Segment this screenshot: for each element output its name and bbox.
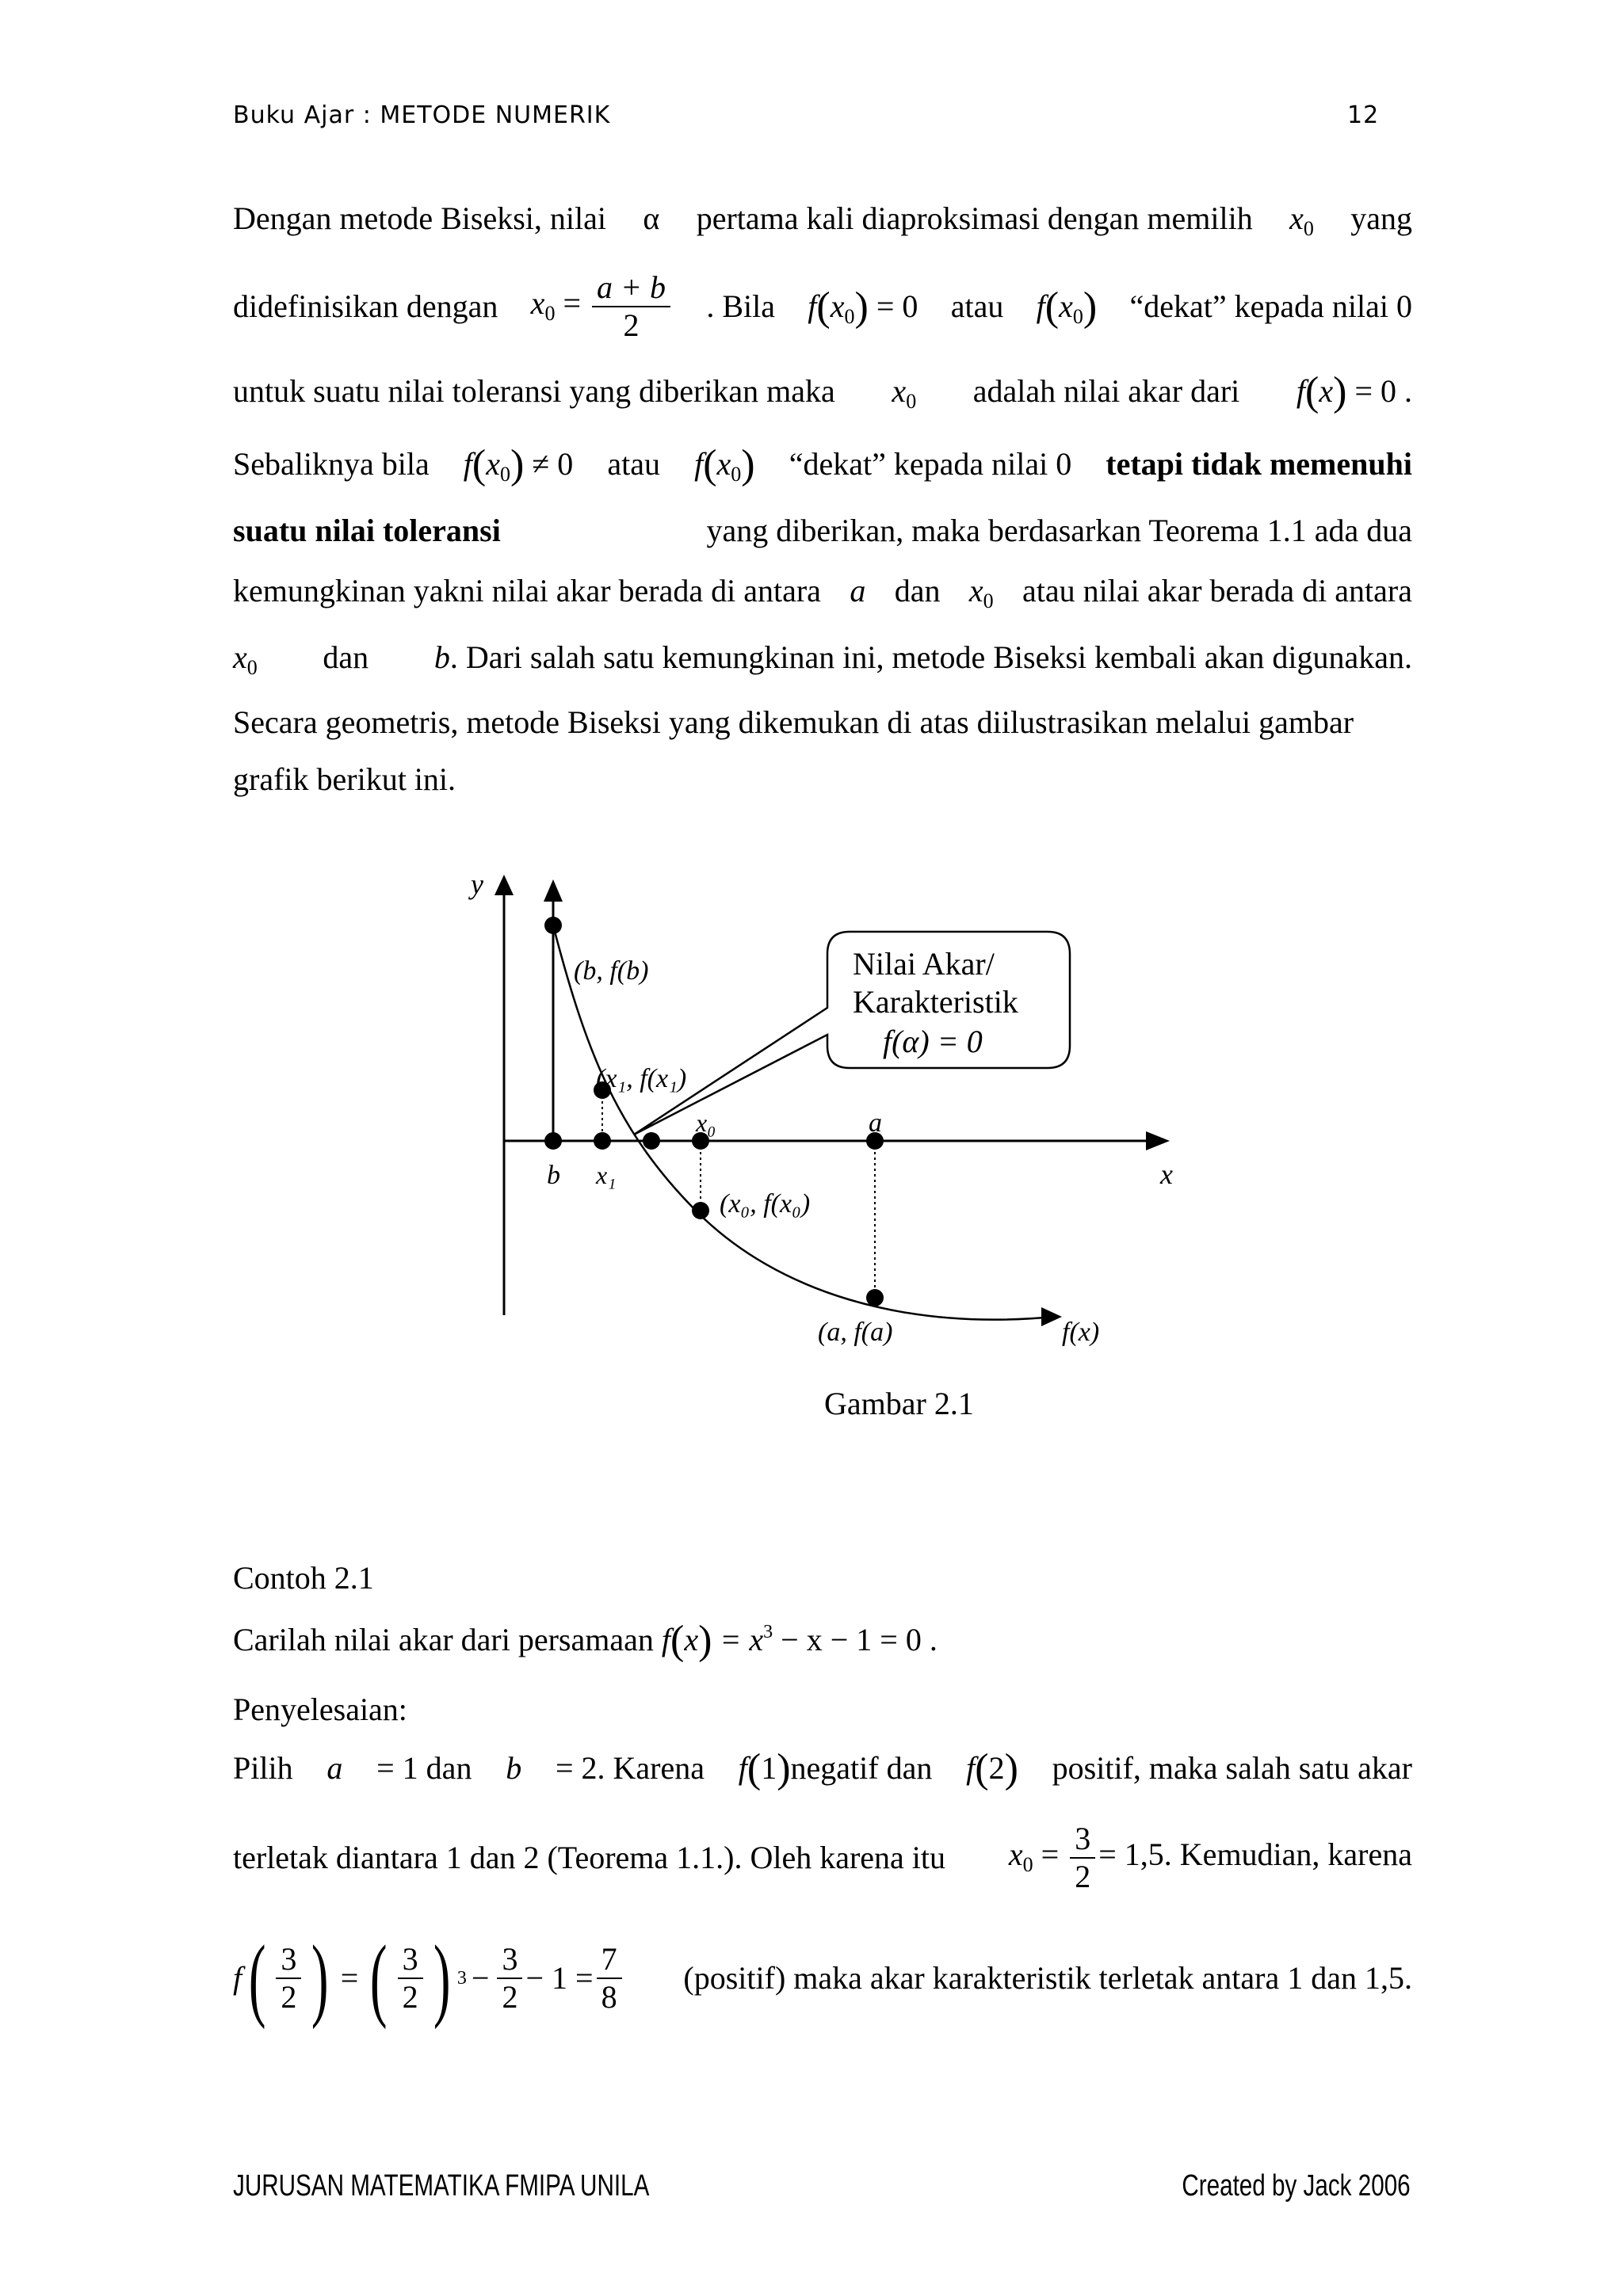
label-fx: f(x) <box>1062 1318 1100 1347</box>
point-b-fb <box>544 917 562 934</box>
label-a: a <box>869 1108 882 1138</box>
figure-caption: Gambar 2.1 <box>824 1386 974 1421</box>
page-number: 12 <box>1347 101 1380 129</box>
label-x0: x₀ <box>696 1108 716 1137</box>
para1-line6: kemungkinan yakni nilai akar berada di antara a dan $x_0$ atau nilai akar berada di antara <box>233 573 1412 612</box>
f-three-halves-equation: f ( $\frac{3}{2}$ ) = ( $\frac{3}{2}$ ) 3 − $\frac{3}{2}$ − 1 = $\frac{7}{8}$ <box>233 1939 625 2018</box>
point-x0-fx0 <box>692 1202 709 1219</box>
label-b: b <box>547 1161 560 1190</box>
y-axis-label: y <box>471 868 483 900</box>
para1-line2: didefinisikan dengan $x_0$ = $\frac{a + b}{2}$ . Bila $f(x_0) = 0$ atau $f(x_0)$ “dekat” kepada nilai 0 <box>233 269 1412 343</box>
callout-bubble <box>634 932 1070 1135</box>
callout-line1: Nilai Akar/ <box>853 946 995 982</box>
solution-label: Penyelesaian: <box>233 1691 407 1727</box>
point-x1-axis <box>594 1132 611 1150</box>
x-axis-label: x <box>1160 1158 1173 1190</box>
label-x1-fx1: (x₁, f(x₁) <box>596 1064 687 1093</box>
b-vertical-arrow-icon <box>544 879 563 902</box>
para1-line7: $x_0$ dan b. Dari salah satu kemungkinan ini, metode Biseksi kembali akan digunakan. <box>233 639 1412 679</box>
solution-line1: Pilih a = 1 dan b = 2. Karena f(1)negatif dan f(2) positif, maka salah satu akar <box>233 1746 1412 1791</box>
fraction-3-over-2: $\frac{3}{2}$ <box>1070 1821 1095 1895</box>
fraction-a-plus-b-over-2: $\frac{a + b}{2}$ <box>592 269 670 344</box>
x-axis-arrow-icon <box>1146 1131 1170 1150</box>
footer-left: JURUSAN MATEMATIKA FMIPA UNILA <box>233 2169 650 2203</box>
point-root <box>643 1132 660 1150</box>
y-axis-arrow-icon <box>495 875 514 895</box>
callout-line2: Karakteristik <box>853 984 1018 1020</box>
example-question: Carilah nilai akar dari persamaan $f(x) = x^3 - x - 1 = 0$ . <box>233 1618 938 1663</box>
label-x1: x₁ <box>596 1161 617 1189</box>
solution-line2: terletak diantara 1 dan 2 (Teorema 1.1.). Oleh karena itu $x_0$ = $\frac{3}{2}$ = 1,5. Kemudian, karena <box>233 1821 1412 1894</box>
bisection-figure <box>444 856 1205 1347</box>
para1-line1: Dengan metode Biseksi, nilai α pertama kali diaproksimasi dengan memilih $x_0$ yang <box>233 198 1412 239</box>
callout-line3: f(α) = 0 <box>883 1024 983 1059</box>
point-a-fa <box>866 1289 884 1306</box>
running-header-title: Buku Ajar : METODE NUMERIK <box>233 101 611 129</box>
solution-line3: f ( $\frac{3}{2}$ ) = ( $\frac{3}{2}$ ) 3 − $\frac{3}{2}$ − 1 = $\frac{7}{8}$ (positif) maka akar karakteristik terletak antara 1 dan 1,5. <box>233 1926 1412 2030</box>
label-a-fa: (a, f(a) <box>818 1318 893 1347</box>
footer-right: Created by Jack 2006 <box>1182 2169 1411 2203</box>
para1-line8: Secara geometris, metode Biseksi yang dikemukan di atas diilustrasikan melalui gambar <box>233 704 1354 740</box>
para1-line3: untuk suatu nilai toleransi yang diberikan maka $x_0$ adalah nilai akar dari f(x) = 0 . <box>233 369 1412 414</box>
para1-line5: suatu nilai toleransi yang diberikan, maka berdasarkan Teorema 1.1 ada dua <box>233 513 1412 548</box>
label-x0-fx0: (x₀, f(x₀) <box>720 1189 811 1219</box>
alpha-symbol: α <box>643 200 660 236</box>
para1-line9: grafik berikut ini. <box>233 761 456 797</box>
point-b-axis <box>544 1132 562 1150</box>
para1-line4: Sebaliknya bila $f(x_0) \ne 0$ atau $f(x_0)$ “dekat” kepada nilai 0 tetapi tidak memenuhi <box>233 442 1412 487</box>
label-b-fb: (b, f(b) <box>574 956 649 986</box>
example-title: Contoh 2.1 <box>233 1560 374 1596</box>
curve-arrow-icon <box>1041 1307 1062 1326</box>
